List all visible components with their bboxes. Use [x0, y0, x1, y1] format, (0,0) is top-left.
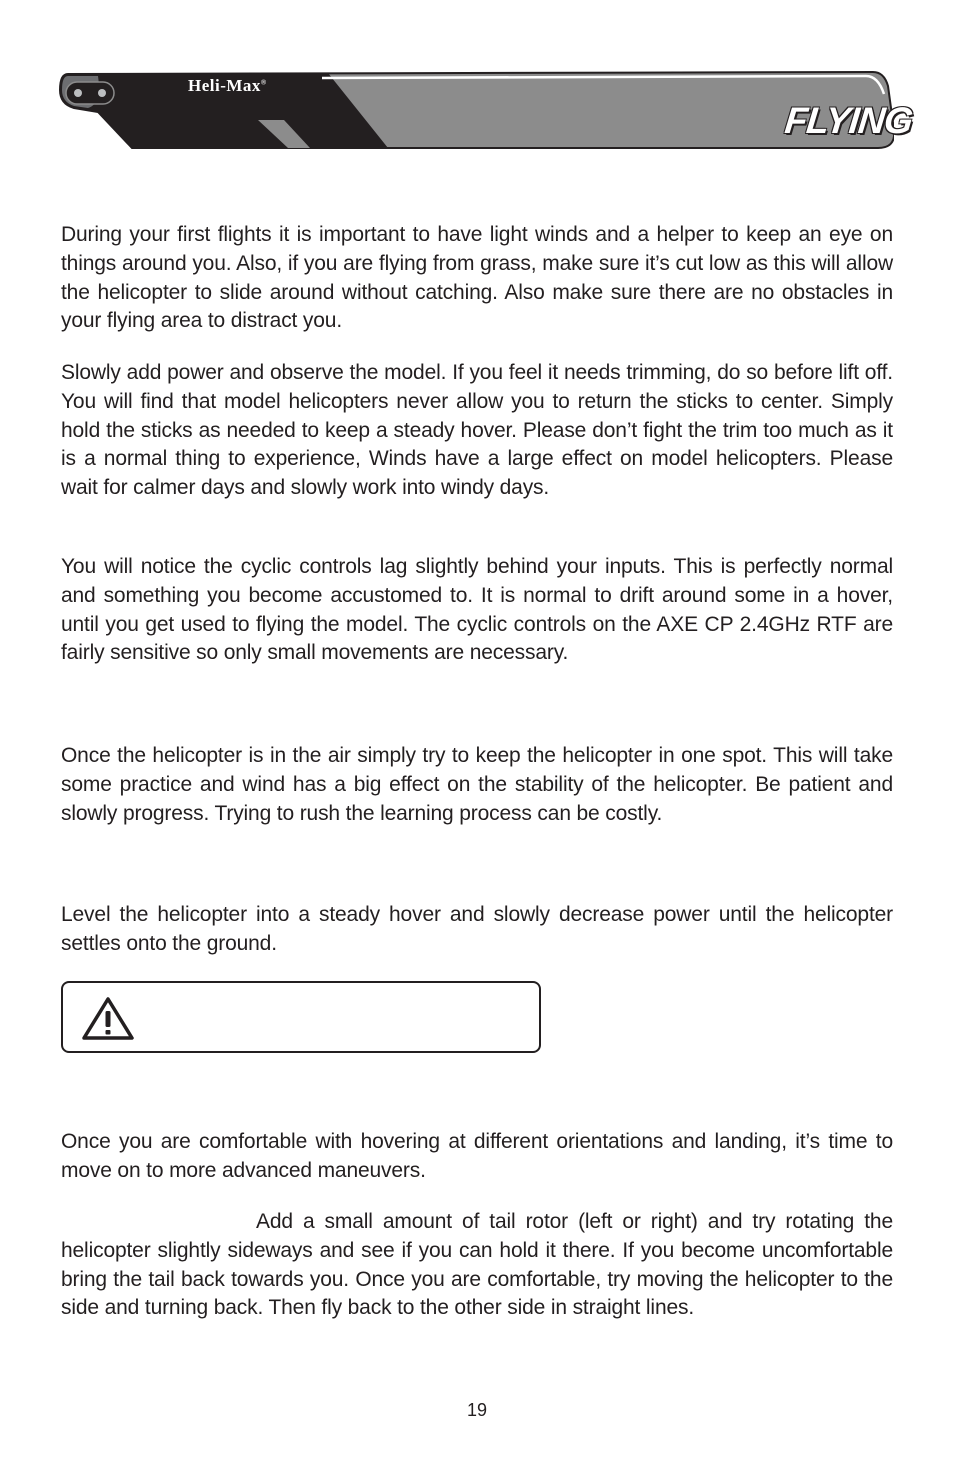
paragraph-hovering: Once the helicopter is in the air simply try to keep the helicopter in one spot. This will take some practice and wind has a big effect on the stability of the helicopter. Be patient and slowly progress. Trying to rush the learning process can be costly. [61, 744, 893, 825]
page-number: 19 [466, 1400, 488, 1420]
paragraph-first-flights: During your first flights it is important to have light winds and a helper to keep an eye on things around you. Also, if you are flying from grass, make sure it’s cut low as this will allow the helicopter to slide around without catching. Also make sure there are no obstacles in your flying area to distract you. [61, 223, 893, 333]
paragraph-landing: Level the helicopter into a steady hover and slowly decrease power until the helicopter settles onto the ground. [61, 903, 893, 955]
paragraph-advanced-maneuvers: Once you are comfortable with hovering at different orientations and landing, it’s time to move on to more advanced maneuvers. [61, 1130, 893, 1182]
paragraph-tail-rotor: Add a small amount of tail rotor (left or right) and try rotating the helicopter slightly sideways and see if you can hold it there. If you become uncomfortable bring the tail back towards you. Once you are comfortable, try moving the helicopter to the side and turning back. Then fly back to the other side in straight lines. [61, 1210, 893, 1320]
section-title: FLYING [782, 100, 915, 141]
paragraph-cyclic-controls: You will notice the cyclic controls lag slightly behind your inputs. This is perfectly normal and something you become accustomed to. It is normal to drift around some in a hover, until you get used to flying the model. The cyclic controls on the AXE CP 2.4GHz RTF are fairly sensitive so only small movements are necessary. [61, 555, 893, 665]
brand-logo: Heli-Max® [188, 76, 267, 95]
warning-triangle-icon [81, 995, 135, 1041]
warning-box [61, 981, 541, 1053]
paragraph-add-power: Slowly add power and observe the model. If you feel it needs trimming, do so before lift off. You will find that model helicopters never allow you to return the sticks to center. Simply hold the sticks as needed to keep a steady hover. Please don’t fight the trim too much as it is a normal thing to experience, Winds have a large effect on model helicopters. Please wait for calmer days and slowly work into windy days. [61, 361, 893, 500]
header-banner [58, 68, 894, 152]
